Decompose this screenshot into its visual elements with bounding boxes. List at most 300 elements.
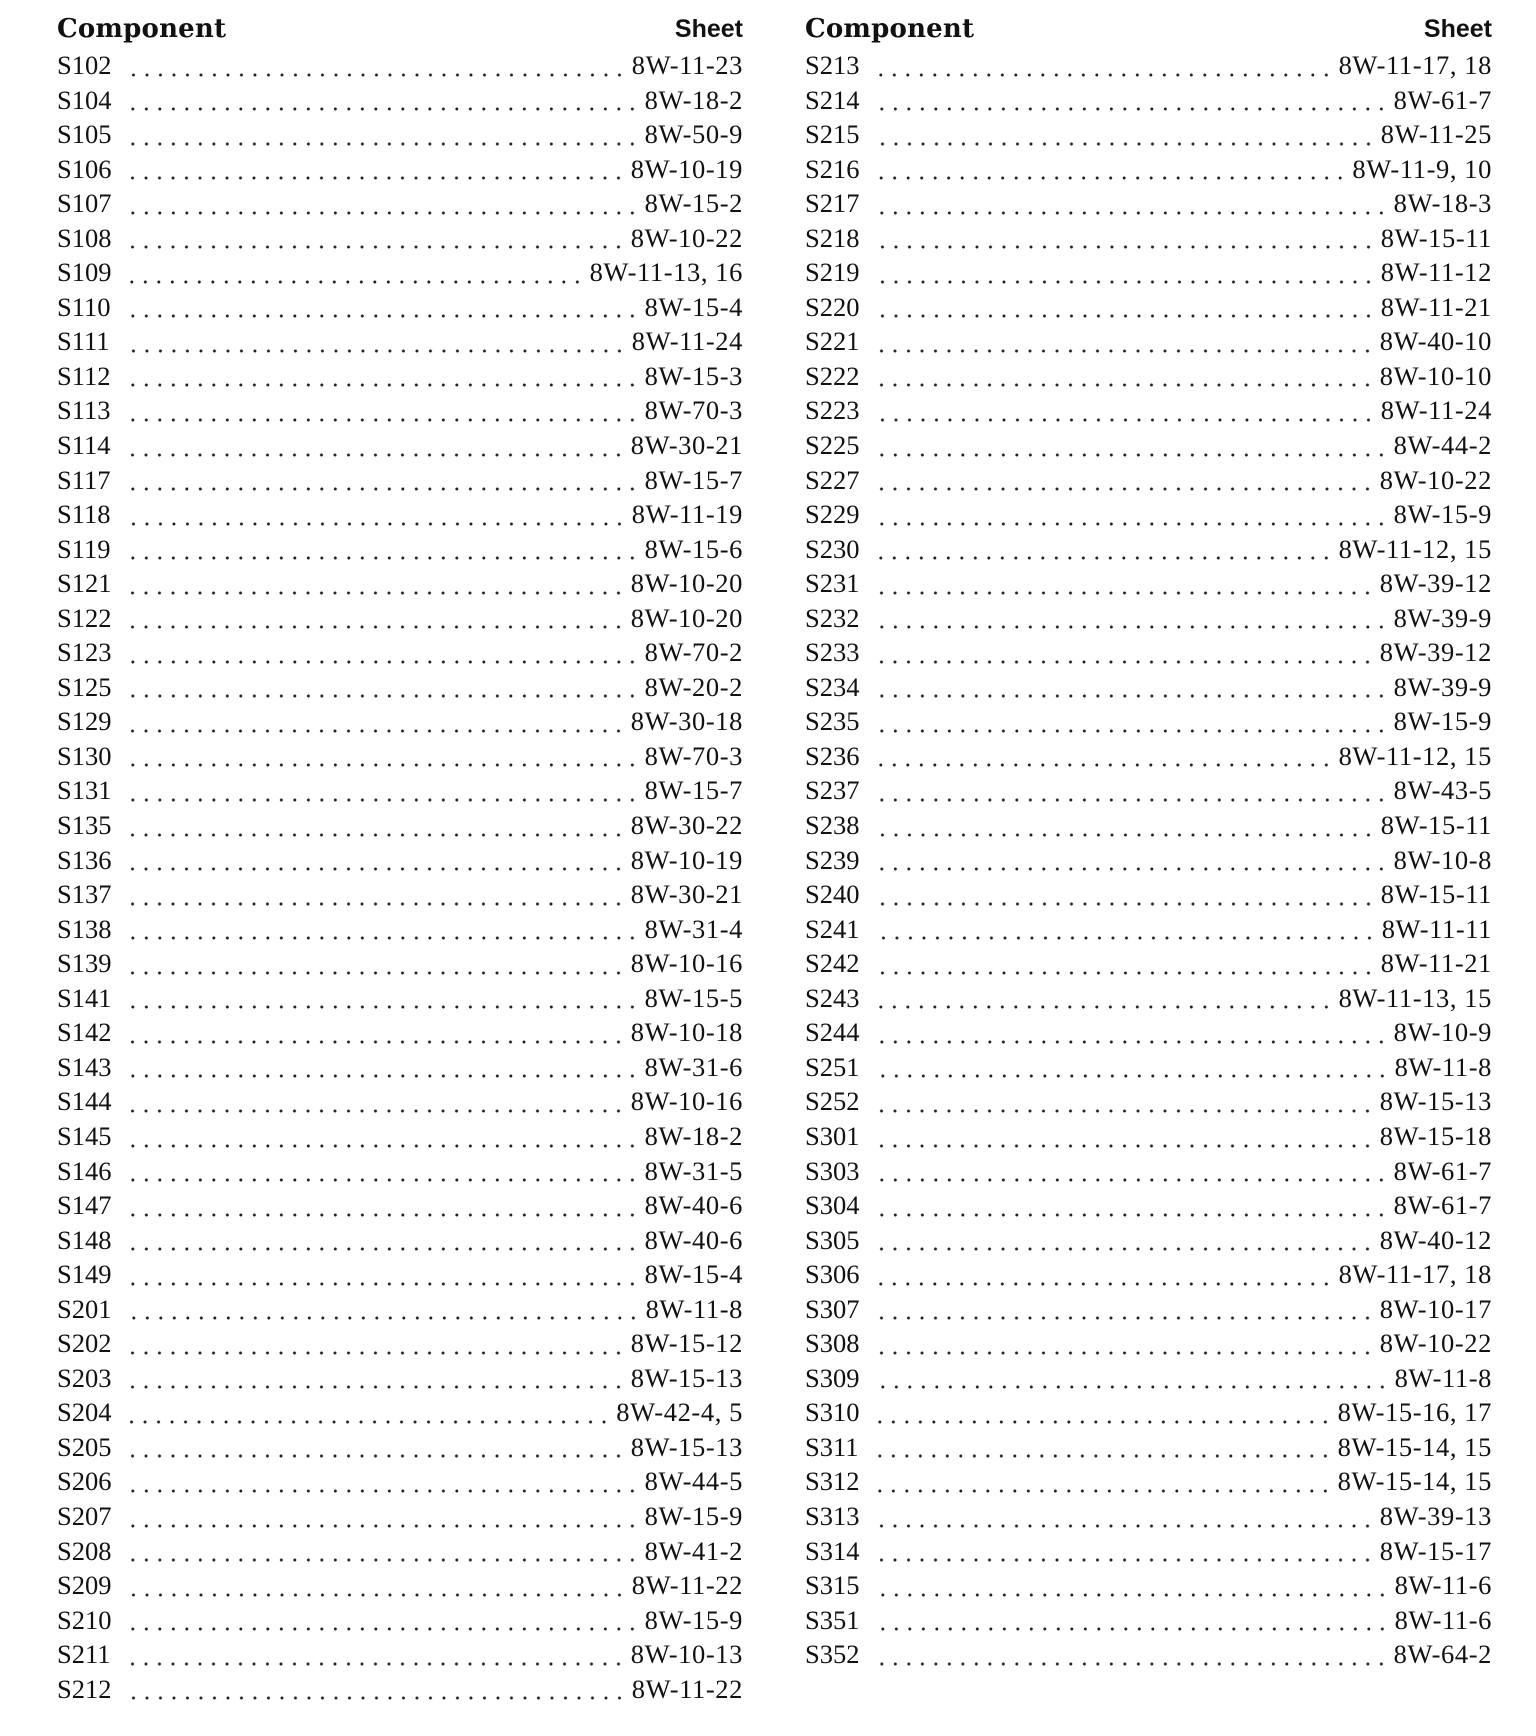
component-id: S135 — [57, 810, 112, 841]
component-id: S311 — [805, 1431, 859, 1462]
sheet-reference: 8W-15-6 — [644, 533, 743, 564]
dot-leader — [128, 1430, 625, 1465]
component-id: S307 — [805, 1293, 860, 1324]
dot-leader — [127, 359, 639, 394]
component-id: S213 — [805, 50, 860, 80]
sheet-reference: 8W-18-2 — [644, 1120, 743, 1151]
sheet-reference: 8W-11-21 — [1380, 948, 1492, 979]
dot-leader — [876, 704, 1388, 739]
dot-leader — [876, 1188, 1388, 1223]
component-id: S110 — [57, 291, 111, 322]
index-row — [57, 1084, 743, 1119]
sheet-reference: 8W-10-8 — [1393, 844, 1492, 875]
index-row — [805, 601, 1492, 636]
dot-leader — [128, 1154, 639, 1189]
index-row — [57, 808, 743, 843]
index-row — [805, 1084, 1492, 1119]
index-row — [57, 221, 743, 256]
sheet-reference: 8W-40-6 — [644, 1190, 743, 1221]
left-column — [57, 14, 743, 1706]
sheet-reference: 8W-15-5 — [644, 982, 743, 1013]
dot-leader — [128, 946, 625, 981]
index-row — [57, 48, 743, 83]
component-id: S210 — [57, 1604, 112, 1635]
index-row — [805, 1154, 1492, 1189]
dot-leader — [876, 739, 1333, 774]
index-row — [57, 290, 743, 325]
component-id: S308 — [805, 1328, 860, 1359]
sheet-reference: 8W-39-12 — [1379, 568, 1492, 599]
index-row — [57, 566, 743, 601]
index-row — [805, 1534, 1492, 1569]
index-row — [805, 635, 1492, 670]
dot-leader — [128, 1119, 639, 1154]
index-row — [57, 1672, 743, 1707]
index-row — [805, 1499, 1492, 1534]
index-row — [805, 566, 1492, 601]
component-id: S144 — [57, 1086, 112, 1117]
index-row — [57, 1464, 743, 1499]
index-row — [805, 463, 1492, 498]
component-id: S305 — [805, 1224, 860, 1255]
sheet-reference: 8W-15-11 — [1380, 222, 1492, 253]
component-id: S309 — [805, 1362, 860, 1393]
component-id: S235 — [805, 706, 860, 737]
index-row — [57, 739, 743, 774]
component-id: S125 — [57, 671, 112, 702]
sheet-reference: 8W-40-12 — [1379, 1224, 1492, 1255]
sheet-reference: 8W-11-24 — [631, 326, 743, 357]
dot-leader — [127, 463, 639, 498]
component-id: S222 — [805, 360, 860, 391]
component-id: S233 — [805, 637, 860, 668]
dot-leader — [128, 808, 625, 843]
component-id: S113 — [57, 395, 111, 426]
component-id: S121 — [57, 568, 112, 599]
index-row — [805, 739, 1492, 774]
component-id: S122 — [57, 602, 112, 633]
index-row — [57, 83, 743, 118]
index-row — [57, 1015, 743, 1050]
index-row — [57, 463, 743, 498]
component-id: S136 — [57, 844, 112, 875]
index-row — [57, 912, 743, 947]
component-header: Component — [57, 14, 227, 44]
sheet-reference: 8W-10-17 — [1379, 1293, 1492, 1324]
component-id: S107 — [57, 188, 112, 219]
component-id: S212 — [57, 1673, 112, 1704]
index-row — [805, 255, 1492, 290]
dot-leader — [876, 532, 1333, 567]
index-row — [805, 393, 1492, 428]
sheet-reference: 8W-10-18 — [630, 1017, 743, 1048]
component-id: S201 — [57, 1293, 112, 1324]
component-id: S241 — [805, 913, 860, 944]
dot-leader — [128, 773, 639, 808]
index-row — [805, 186, 1492, 221]
component-id: S130 — [57, 740, 112, 771]
component-id: S223 — [805, 395, 860, 426]
component-id: S112 — [57, 360, 111, 391]
index-row — [805, 704, 1492, 739]
dot-leader — [876, 1361, 1389, 1396]
component-id: S227 — [805, 464, 860, 495]
sheet-reference: 8W-10-19 — [630, 844, 743, 875]
dot-leader — [876, 359, 1374, 394]
sheet-reference: 8W-11-23 — [631, 50, 743, 80]
index-row — [805, 1188, 1492, 1223]
dot-leader — [876, 1326, 1374, 1361]
component-id: S216 — [805, 153, 860, 184]
component-id: S231 — [805, 568, 860, 599]
sheet-reference: 8W-61-7 — [1393, 1190, 1492, 1221]
sheet-reference: 8W-15-7 — [644, 464, 743, 495]
dot-leader — [128, 1257, 639, 1292]
dot-leader — [127, 1637, 625, 1672]
component-id: S206 — [57, 1466, 112, 1497]
index-row — [805, 1395, 1492, 1430]
component-id: S243 — [805, 982, 860, 1013]
component-id: S310 — [805, 1397, 860, 1428]
dot-leader — [128, 255, 584, 290]
sheet-reference: 8W-11-17, 18 — [1338, 1259, 1492, 1290]
sheet-reference: 8W-11-13, 15 — [1338, 982, 1492, 1013]
sheet-reference: 8W-30-18 — [630, 706, 743, 737]
component-id: S123 — [57, 637, 112, 668]
component-id: S312 — [805, 1466, 860, 1497]
right-column-header — [805, 14, 1492, 48]
sheet-reference: 8W-15-14, 15 — [1337, 1431, 1492, 1462]
sheet-reference: 8W-11-22 — [631, 1570, 743, 1601]
component-id: S129 — [57, 706, 112, 737]
component-id: S138 — [57, 913, 112, 944]
sheet-reference: 8W-11-6 — [1394, 1570, 1492, 1601]
component-id: S203 — [57, 1362, 112, 1393]
dot-leader — [128, 1603, 639, 1638]
dot-leader — [128, 981, 639, 1016]
component-id: S239 — [805, 844, 860, 875]
sheet-reference: 8W-44-2 — [1393, 430, 1492, 461]
index-row — [57, 393, 743, 428]
index-row — [805, 1326, 1492, 1361]
component-id: S219 — [805, 257, 860, 288]
sheet-reference: 8W-18-2 — [644, 84, 743, 115]
component-id: S252 — [805, 1086, 860, 1117]
sheet-reference: 8W-15-18 — [1379, 1120, 1492, 1151]
dot-leader — [876, 1223, 1374, 1258]
sheet-reference: 8W-70-3 — [644, 740, 743, 771]
sheet-reference: 8W-70-3 — [644, 395, 743, 426]
index-row — [805, 152, 1492, 187]
component-id: S137 — [57, 879, 112, 910]
sheet-reference: 8W-30-21 — [630, 430, 743, 461]
dot-leader — [128, 1499, 639, 1534]
dot-leader — [127, 290, 639, 325]
sheet-reference: 8W-40-6 — [644, 1224, 743, 1255]
component-id: S131 — [57, 775, 112, 806]
sheet-reference: 8W-15-17 — [1379, 1535, 1492, 1566]
sheet-reference: 8W-11-12, 15 — [1338, 740, 1492, 771]
component-id: S117 — [57, 464, 111, 495]
dot-leader — [876, 601, 1388, 636]
dot-leader — [876, 773, 1388, 808]
index-row — [805, 1292, 1492, 1327]
index-row — [57, 255, 743, 290]
component-id: S109 — [57, 257, 112, 288]
component-id: S313 — [805, 1500, 860, 1531]
component-id: S351 — [805, 1604, 860, 1635]
component-id: S217 — [805, 188, 860, 219]
component-id: S303 — [805, 1155, 860, 1186]
dot-leader — [876, 1568, 1389, 1603]
sheet-reference: 8W-39-9 — [1393, 671, 1492, 702]
dot-leader — [876, 1084, 1374, 1119]
index-row — [805, 290, 1492, 325]
dot-leader — [876, 670, 1388, 705]
component-id: S205 — [57, 1431, 112, 1462]
index-row — [57, 1361, 743, 1396]
dot-leader — [128, 739, 639, 774]
left-row-list — [57, 48, 743, 1706]
index-row — [805, 1603, 1492, 1638]
component-id: S314 — [805, 1535, 860, 1566]
sheet-reference: 8W-10-9 — [1393, 1017, 1492, 1048]
sheet-reference: 8W-11-11 — [1381, 913, 1492, 944]
sheet-reference: 8W-10-20 — [630, 568, 743, 599]
sheet-reference: 8W-10-16 — [630, 1086, 743, 1117]
sheet-reference: 8W-11-19 — [631, 499, 743, 530]
sheet-reference: 8W-15-13 — [630, 1431, 743, 1462]
index-row — [57, 843, 743, 878]
component-id: S244 — [805, 1017, 860, 1048]
dot-leader — [128, 912, 639, 947]
index-row — [57, 324, 743, 359]
sheet-reference: 8W-61-7 — [1393, 1155, 1492, 1186]
dot-leader — [876, 117, 1375, 152]
component-id: S238 — [805, 810, 860, 841]
component-id: S251 — [805, 1051, 860, 1082]
index-row — [57, 1257, 743, 1292]
sheet-reference: 8W-11-24 — [1380, 395, 1492, 426]
index-row — [805, 497, 1492, 532]
sheet-reference: 8W-31-5 — [644, 1155, 743, 1186]
sheet-reference: 8W-39-12 — [1379, 637, 1492, 668]
component-id: S315 — [805, 1570, 860, 1601]
sheet-reference: 8W-11-12 — [1380, 257, 1492, 288]
dot-leader — [876, 1534, 1374, 1569]
index-row — [805, 48, 1492, 83]
sheet-reference: 8W-61-7 — [1393, 84, 1492, 115]
sheet-reference: 8W-30-21 — [630, 879, 743, 910]
dot-leader — [128, 186, 639, 221]
component-id: S215 — [805, 119, 860, 150]
dot-leader — [128, 1084, 625, 1119]
sheet-reference: 8W-10-19 — [630, 153, 743, 184]
index-row — [57, 1154, 743, 1189]
dot-leader — [876, 428, 1388, 463]
index-row — [57, 1188, 743, 1223]
dot-leader — [876, 843, 1388, 878]
sheet-reference: 8W-10-20 — [630, 602, 743, 633]
component-id: S209 — [57, 1570, 112, 1601]
sheet-reference: 8W-15-9 — [644, 1500, 743, 1531]
component-id: S119 — [57, 533, 111, 564]
dot-leader — [876, 324, 1374, 359]
component-id: S114 — [57, 430, 111, 461]
component-id: S240 — [805, 879, 860, 910]
dot-leader — [128, 1188, 639, 1223]
component-id: S229 — [805, 499, 860, 530]
index-row — [805, 1223, 1492, 1258]
dot-leader — [128, 1292, 640, 1327]
index-row — [57, 1568, 743, 1603]
sheet-reference: 8W-39-13 — [1379, 1500, 1492, 1531]
sheet-reference: 8W-15-4 — [644, 1259, 743, 1290]
component-id: S143 — [57, 1051, 112, 1082]
index-row — [57, 1326, 743, 1361]
sheet-reference: 8W-43-5 — [1393, 775, 1492, 806]
sheet-reference: 8W-15-11 — [1380, 879, 1492, 910]
sheet-reference: 8W-11-9, 10 — [1352, 153, 1492, 184]
component-id: S230 — [805, 533, 860, 564]
dot-leader — [128, 704, 625, 739]
index-row — [805, 981, 1492, 1016]
index-row — [57, 877, 743, 912]
left-column-header — [57, 14, 743, 48]
component-id: S108 — [57, 222, 112, 253]
dot-leader — [128, 1568, 626, 1603]
dot-leader — [876, 83, 1388, 118]
index-row — [57, 1119, 743, 1154]
component-id: S242 — [805, 948, 860, 979]
sheet-reference: 8W-15-13 — [1379, 1086, 1492, 1117]
sheet-reference: 8W-11-6 — [1394, 1604, 1492, 1635]
component-header: Component — [805, 14, 975, 44]
index-row — [805, 83, 1492, 118]
dot-leader — [128, 152, 625, 187]
sheet-reference: 8W-10-10 — [1379, 360, 1492, 391]
dot-leader — [876, 463, 1374, 498]
index-row — [805, 1568, 1492, 1603]
index-row — [57, 635, 743, 670]
component-id: S141 — [57, 982, 112, 1013]
index-row — [57, 704, 743, 739]
sheet-reference: 8W-10-22 — [1379, 1328, 1492, 1359]
index-row — [805, 1050, 1492, 1085]
component-id: S139 — [57, 948, 112, 979]
dot-leader — [876, 1257, 1333, 1292]
component-id: S145 — [57, 1120, 112, 1151]
right-row-list — [805, 48, 1492, 1672]
dot-leader — [128, 1223, 639, 1258]
component-id: S234 — [805, 671, 860, 702]
sheet-reference: 8W-10-16 — [630, 948, 743, 979]
dot-leader — [128, 117, 639, 152]
sheet-reference: 8W-40-10 — [1379, 326, 1492, 357]
sheet-reference: 8W-11-8 — [1394, 1362, 1492, 1393]
dot-leader — [127, 532, 639, 567]
index-row — [57, 1430, 743, 1465]
index-row — [57, 1603, 743, 1638]
sheet-reference: 8W-31-4 — [644, 913, 743, 944]
component-id: S232 — [805, 602, 860, 633]
component-id: S147 — [57, 1190, 112, 1221]
index-row — [57, 359, 743, 394]
component-id: S220 — [805, 291, 860, 322]
index-row — [805, 1464, 1492, 1499]
dot-leader — [128, 83, 639, 118]
index-row — [805, 1257, 1492, 1292]
index-row — [57, 1292, 743, 1327]
sheet-reference: 8W-15-11 — [1380, 810, 1492, 841]
sheet-reference: 8W-11-25 — [1380, 119, 1492, 150]
index-row — [57, 1534, 743, 1569]
sheet-reference: 8W-11-21 — [1380, 291, 1492, 322]
dot-leader — [126, 324, 626, 359]
index-row — [57, 186, 743, 221]
index-row — [805, 808, 1492, 843]
dot-leader — [876, 1499, 1374, 1534]
dot-leader — [127, 497, 626, 532]
dot-leader — [876, 1603, 1389, 1638]
sheet-reference: 8W-15-9 — [1393, 499, 1492, 530]
dot-leader — [876, 255, 1375, 290]
sheet-reference: 8W-15-16, 17 — [1337, 1397, 1492, 1428]
sheet-reference: 8W-15-14, 15 — [1337, 1466, 1492, 1497]
dot-leader — [876, 808, 1375, 843]
sheet-reference: 8W-30-22 — [630, 810, 743, 841]
component-id: S142 — [57, 1017, 112, 1048]
dot-leader — [128, 877, 625, 912]
sheet-reference: 8W-15-9 — [644, 1604, 743, 1635]
dot-leader — [876, 1292, 1374, 1327]
dot-leader — [876, 635, 1374, 670]
sheet-reference: 8W-15-3 — [644, 360, 743, 391]
index-row — [805, 1361, 1492, 1396]
dot-leader — [876, 1637, 1388, 1672]
dot-leader — [876, 1154, 1388, 1189]
dot-leader — [128, 1534, 639, 1569]
dot-leader — [128, 1326, 625, 1361]
index-row — [57, 497, 743, 532]
dot-leader — [876, 981, 1333, 1016]
index-row — [805, 324, 1492, 359]
sheet-reference: 8W-10-22 — [630, 222, 743, 253]
component-id: S149 — [57, 1259, 112, 1290]
dot-leader — [876, 946, 1375, 981]
sheet-reference: 8W-42-4, 5 — [616, 1397, 743, 1428]
dot-leader — [876, 1015, 1388, 1050]
dot-leader — [876, 290, 1375, 325]
dot-leader — [128, 670, 639, 705]
dot-leader — [128, 843, 625, 878]
dot-leader — [127, 393, 639, 428]
component-id: S237 — [805, 775, 860, 806]
dot-leader — [128, 221, 625, 256]
sheet-reference: 8W-15-7 — [644, 775, 743, 806]
component-id: S221 — [805, 326, 860, 357]
component-id: S218 — [805, 222, 860, 253]
sheet-reference: 8W-11-12, 15 — [1338, 533, 1492, 564]
dot-leader — [128, 566, 625, 601]
sheet-reference: 8W-11-8 — [1394, 1051, 1492, 1082]
index-row — [57, 1223, 743, 1258]
component-id: S202 — [57, 1328, 112, 1359]
component-id: S106 — [57, 153, 112, 184]
sheet-header: Sheet — [1423, 15, 1492, 43]
index-row — [57, 1050, 743, 1085]
index-row — [805, 946, 1492, 981]
